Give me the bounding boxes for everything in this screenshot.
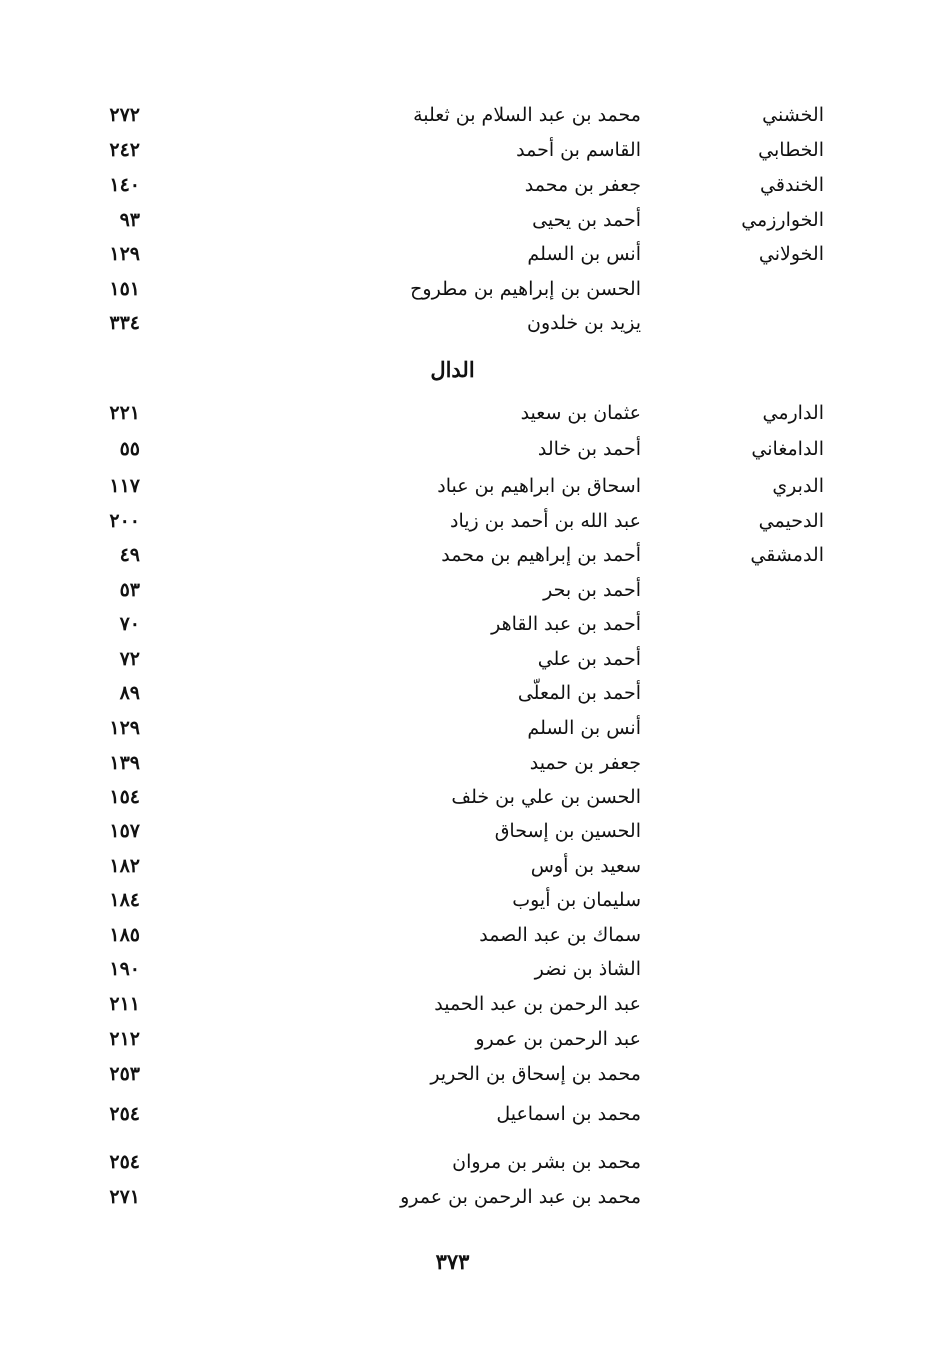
entry-name: الحسين بن إسحاق: [494, 820, 641, 842]
index-entry: [0, 168, 939, 202]
entry-name: محمد بن بشر بن مروان: [452, 1151, 641, 1173]
entry-page-number: ٥٥: [119, 438, 140, 460]
index-entry: [0, 849, 939, 883]
entry-nisba: الخطابي: [758, 139, 824, 161]
index-entry: [0, 469, 939, 503]
entry-page-number: ٧٠: [119, 613, 140, 635]
entry-page-number: ١٥٧: [109, 820, 140, 842]
index-entry: [0, 607, 939, 641]
entry-name: اسحاق بن ابراهيم بن عباد: [437, 475, 641, 497]
entry-name: أحمد بن إبراهيم بن محمد: [441, 544, 641, 566]
entry-page-number: ٢٤٢: [109, 139, 140, 161]
entry-page-number: ٢٥٤: [109, 1103, 140, 1125]
entry-name: أحمد بن بحر: [543, 579, 641, 601]
entry-page-number: ٢٢١: [109, 402, 140, 424]
entry-name: سماك بن عبد الصمد: [479, 924, 641, 946]
index-entry: [0, 396, 939, 430]
entry-name: أنس بن السلم: [527, 243, 641, 265]
entry-name: عبد الرحمن بن عبد الحميد: [434, 993, 641, 1015]
index-entry: [0, 237, 939, 271]
index-entry: [0, 918, 939, 952]
entry-name: أحمد بن علي: [537, 648, 641, 670]
entry-page-number: ٣٣٤: [109, 312, 140, 334]
index-entry: [0, 538, 939, 572]
entry-name: سعيد بن أوس: [530, 855, 641, 877]
entry-page-number: ٨٩: [119, 682, 140, 704]
index-entry: [0, 883, 939, 917]
index-entry: [0, 573, 939, 607]
entry-page-number: ١٥١: [109, 278, 140, 300]
entry-name: أحمد بن يحيى: [532, 209, 641, 231]
index-entry: [0, 952, 939, 986]
entry-page-number: ٢١١: [109, 993, 140, 1015]
entry-name: محمد بن اسماعيل: [496, 1103, 641, 1125]
entry-name: الشاذ بن نضر: [534, 958, 641, 980]
entry-page-number: ٢٥٣: [109, 1063, 140, 1085]
index-entry: [0, 1180, 939, 1214]
entry-page-number: ٥٣: [119, 579, 140, 601]
index-entry: [0, 98, 939, 132]
entry-page-number: ١٣٩: [109, 752, 140, 774]
entry-name: محمد بن عبد الرحمن بن عمرو: [400, 1186, 641, 1208]
entry-name: محمد بن إسحاق بن الحرير: [430, 1063, 641, 1085]
index-entry: [0, 272, 939, 306]
entry-page-number: ١٩٠: [109, 958, 140, 980]
page-number-text: ٣٧٣: [435, 1249, 470, 1274]
entry-nisba: الخشني: [762, 104, 824, 126]
entry-nisba: الدارمي: [762, 402, 824, 424]
index-entry: [0, 504, 939, 538]
index-entry: [0, 676, 939, 710]
entry-page-number: ٢١٢: [109, 1028, 140, 1050]
entry-page-number: ١٨٥: [109, 924, 140, 946]
index-entry: [0, 642, 939, 676]
entry-nisba: الخندقي: [760, 174, 824, 196]
index-entry: [0, 1057, 939, 1091]
entry-page-number: ١١٧: [109, 475, 140, 497]
entry-page-number: ١٨٢: [109, 855, 140, 877]
index-entry: [0, 432, 939, 466]
entry-name: الحسن بن علي بن خلف: [451, 786, 641, 808]
entry-page-number: ١٨٤: [109, 889, 140, 911]
entry-page-number: ٤٩: [119, 544, 140, 566]
entry-name: سليمان بن أيوب: [512, 889, 641, 911]
entry-page-number: ٢٧٢: [109, 104, 140, 126]
index-entry: [0, 306, 939, 340]
index-entry: [0, 203, 939, 237]
entry-nisba: الدحيمي: [758, 510, 824, 532]
entry-page-number: ١٢٩: [109, 243, 140, 265]
entry-name: عثمان بن سعيد: [520, 402, 641, 424]
index-entry: [0, 987, 939, 1021]
entry-name: أنس بن السلم: [527, 717, 641, 739]
entry-page-number: ٢٠٠: [109, 510, 140, 532]
index-entry: [0, 133, 939, 167]
entry-page-number: ١٤٠: [109, 174, 140, 196]
entry-nisba: الدامغاني: [751, 438, 824, 460]
section-heading: [0, 355, 939, 385]
entry-name: محمد بن عبد السلام بن ثعلبة: [413, 104, 641, 126]
entry-name: القاسم بن أحمد: [516, 139, 641, 161]
entry-page-number: ٩٣: [119, 209, 140, 231]
entry-nisba: الخولاني: [758, 243, 824, 265]
entry-name: الحسن بن إبراهيم بن مطروح: [410, 278, 641, 300]
entry-nisba: الخوارزمي: [741, 209, 824, 231]
index-entry: [0, 1022, 939, 1056]
entry-name: أحمد بن خالد: [537, 438, 641, 460]
entry-name: عبد الرحمن بن عمرو: [475, 1028, 641, 1050]
entry-page-number: ١٥٤: [109, 786, 140, 808]
entry-name: يزيد بن خلدون: [527, 312, 641, 334]
entry-name: عبد الله بن أحمد بن زياد: [450, 510, 641, 532]
entry-name: أحمد بن المعلّى: [517, 682, 641, 704]
index-entry: [0, 711, 939, 745]
entry-name: جعفر بن حميد: [529, 752, 641, 774]
section-heading-text: الدال: [430, 357, 475, 382]
entry-page-number: ١٢٩: [109, 717, 140, 739]
entry-name: أحمد بن عبد القاهر: [491, 613, 641, 635]
page-number: [0, 1247, 939, 1277]
index-entry: [0, 814, 939, 848]
index-entry: [0, 780, 939, 814]
entry-page-number: ٢٧١: [109, 1186, 140, 1208]
entry-page-number: ٧٢: [119, 648, 140, 670]
entry-nisba: الدبري: [772, 475, 824, 497]
index-entry: [0, 746, 939, 780]
entry-nisba: الدمشقي: [750, 544, 824, 566]
index-entry: [0, 1097, 939, 1131]
entry-name: جعفر بن محمد: [524, 174, 641, 196]
index-entry: [0, 1145, 939, 1179]
entry-page-number: ٢٥٤: [109, 1151, 140, 1173]
